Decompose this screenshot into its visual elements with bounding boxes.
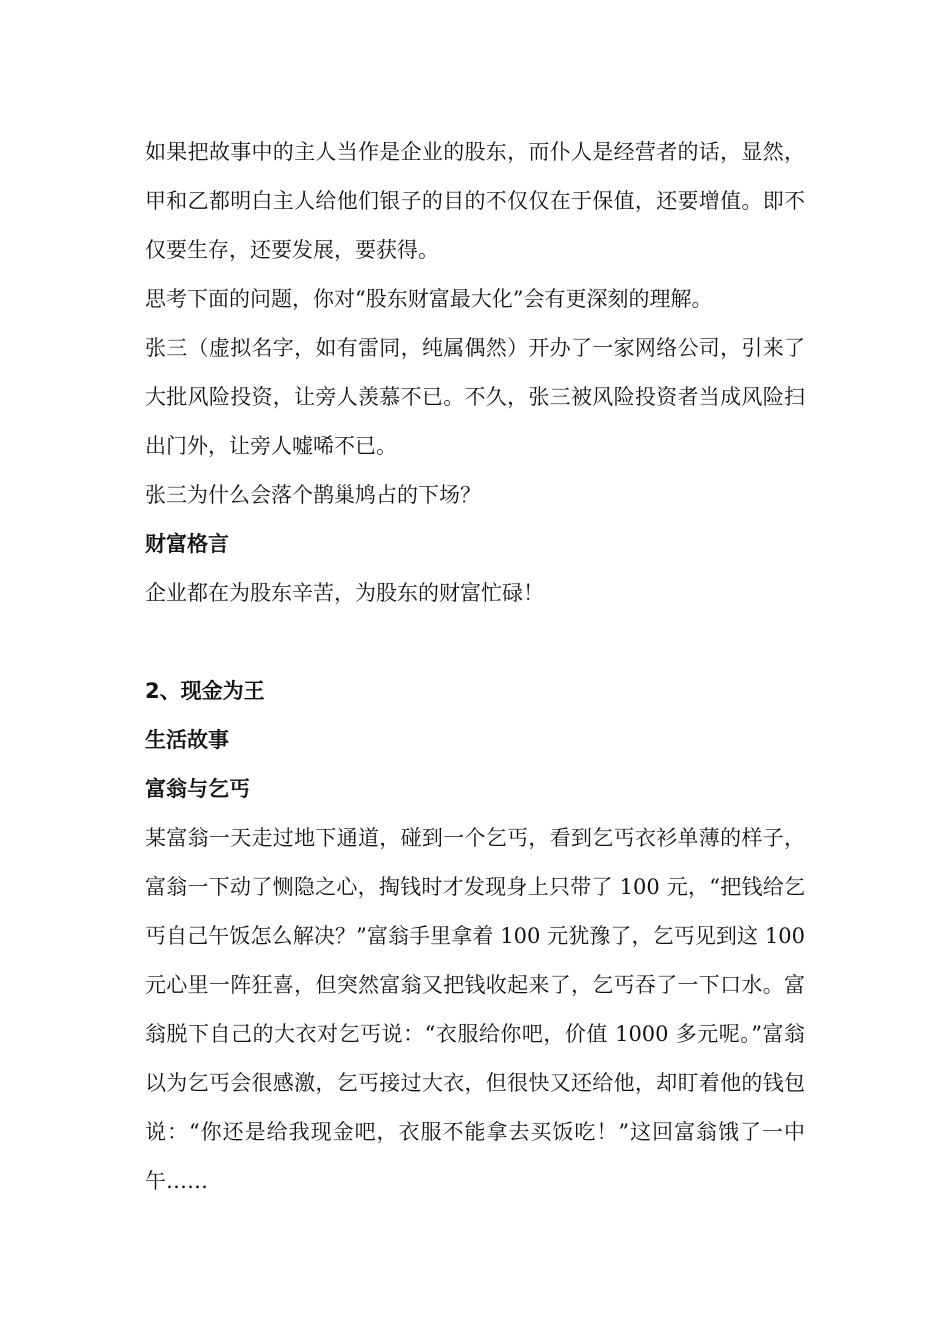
document-body <box>145 128 805 1206</box>
paragraph-rich-man-story: 某富翁一天走过地下通道，碰到一个乞丐，看到乞丐衣衫单薄的样子，富翁一下动了恻隐之心，掏钱时才发现身上只带了 100 元，“把钱给乞丐自己午饭怎么解决？”富翁手里拿着 100 元犹豫了，乞丐见到这 100 元心里一阵狂喜，但突然富翁又把钱收起来了，乞丐吞了一下口水。富翁脱下自己的大衣对乞丐说：“衣服给你吧，价值 1000 多元呢。”富翁以为乞丐会很感激，乞丐接过大衣，但很快又还给他，却盯着他的钱包说：“你还是给我现金吧，衣服不能拿去买饭吃！”这回富翁饿了一中午…… <box>145 826 805 1193</box>
heading-rich-man-beggar: 富翁与乞丐 <box>145 777 250 801</box>
heading-cash-is-king: 2、现金为王 <box>145 679 265 703</box>
heading-wealth-motto: 财富格言 <box>145 532 229 556</box>
paragraph-shareholder-analogy: 如果把故事中的主人当作是企业的股东，而仆人是经营者的话，显然，甲和乙都明白主人给他们银子的目的不仅仅在于保值，还要增值。即不仅要生存，还要发展，要获得。 <box>145 140 805 262</box>
paragraph-wealth-motto: 企业都在为股东辛苦，为股东的财富忙碌！ <box>145 581 544 605</box>
heading-life-story: 生活故事 <box>145 728 229 752</box>
paragraph-zhangsan-story: 张三（虚拟名字，如有雷同，纯属偶然）开办了一家网络公司，引来了大批风险投资，让旁人羡慕不已。不久，张三被风险投资者当成风险扫出门外，让旁人嘘唏不已。 <box>145 336 805 458</box>
blank-line <box>145 618 805 667</box>
paragraph-think-question: 思考下面的问题，你对“股东财富最大化”会有更深刻的理解。 <box>145 287 713 311</box>
paragraph-zhangsan-question: 张三为什么会落个鹊巢鸠占的下场？ <box>145 483 481 507</box>
